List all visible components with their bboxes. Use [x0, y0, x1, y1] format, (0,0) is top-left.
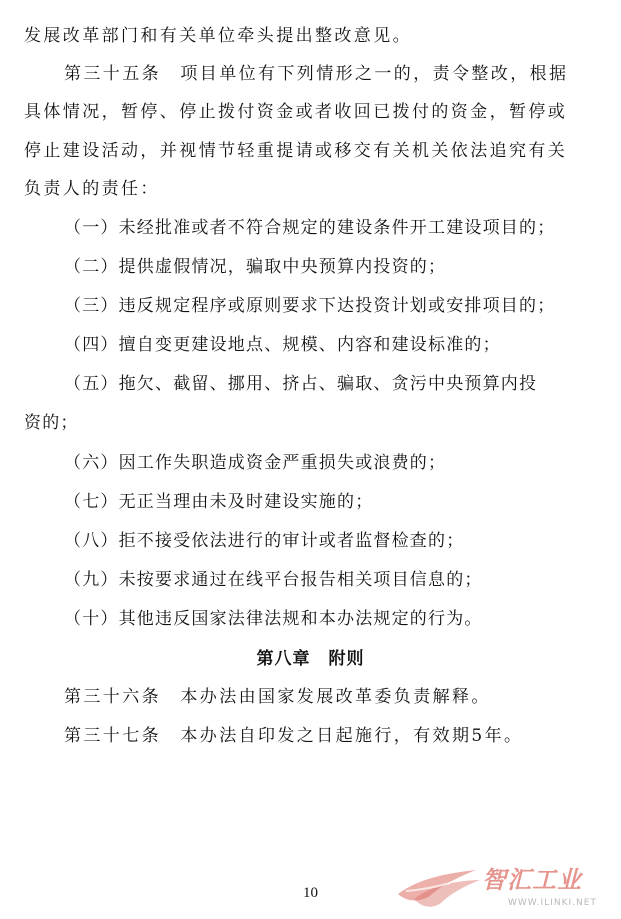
- article-36-line: 第三十六条 本办法由国家发展改革委负责解释。: [64, 687, 491, 707]
- article-37-line: 第三十七条 本办法自印发之日起施行，有效期5年。: [64, 726, 524, 746]
- paragraph-line: 停止建设活动，并视情节轻重提请或移交有关机关依法追究有关: [24, 141, 568, 161]
- article-35-line: 第三十五条 项目单位有下列情形之一的，责令整改，根据: [64, 64, 569, 84]
- list-item: （九）未按要求通过在线平台报告相关项目信息的；: [64, 570, 483, 590]
- list-item: （十）其他违反国家法律法规和本办法规定的行为。: [64, 609, 483, 629]
- list-item: （一）未经批准或者不符合规定的建设条件开工建设项目的；: [64, 218, 556, 238]
- list-item: （四）擅自变更建设地点、规模、内容和建设标准的；: [64, 335, 501, 355]
- paragraph-line: 具体情况，暂停、停止拨付资金或者收回已拨付的资金，暂停或: [24, 102, 568, 122]
- list-item: （三）违反规定程序或原则要求下达投资计划或安排项目的；: [64, 296, 556, 316]
- watermark-url: WWW.ILINKI.NET: [508, 898, 597, 908]
- list-item: （七）无正当理由未及时建设实施的；: [64, 492, 374, 512]
- list-item-continuation: 资的；: [24, 413, 79, 433]
- list-item: （六）因工作失职造成资金严重损失或浪费的；: [64, 453, 447, 473]
- watermark: [392, 862, 618, 916]
- list-item: （五）拖欠、截留、挪用、挤占、骗取、贪污中央预算内投: [64, 374, 538, 394]
- brand-logo-icon: [392, 864, 484, 908]
- page-number: 10: [303, 885, 318, 901]
- paragraph-line: 负责人的责任：: [24, 179, 160, 199]
- list-item: （八）拒不接受依法进行的审计或者监督检查的；: [64, 531, 465, 551]
- paragraph-line: 发展改革部门和有关单位牵头提出整改意见。: [24, 26, 412, 46]
- list-item: （二）提供虚假情况，骗取中央预算内投资的；: [64, 257, 447, 277]
- chapter-heading: 第八章 附则: [256, 649, 365, 669]
- watermark-title: 智汇工业: [482, 866, 582, 894]
